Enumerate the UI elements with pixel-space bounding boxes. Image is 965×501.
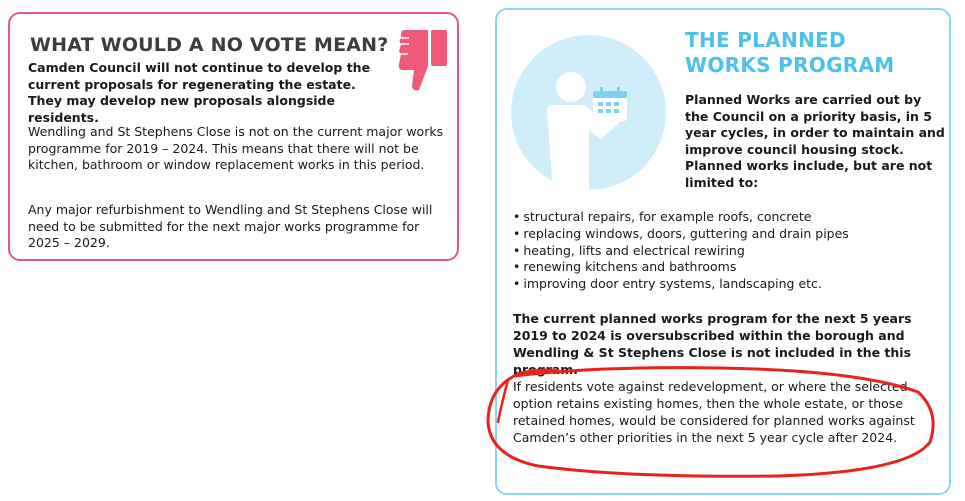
- no-vote-lead: Camden Council will not continue to develop the current proposals for regenerating the estate. They may develop new proposals alongside residents.: [28, 60, 371, 125]
- planned-works-oversubscribed-note: The current planned works program for the next 5 years 2019 to 2024 is oversubscribed within the borough and Wendling & St Stephens Close is not included in the this program.: [513, 311, 912, 377]
- list-item: • heating, lifts and electrical rewiring: [513, 243, 943, 260]
- planned-works-vote-against-note: If residents vote against redevelopment, or where the selected option retains existing homes, then the whole estate, or those retained homes, would be considered for planned works against Camden’s other priorities in the next 5 year cycle after 2024.: [513, 379, 915, 445]
- list-item: • structural repairs, for example roofs, concrete: [513, 209, 943, 226]
- planned-works-intro: Planned Works are carried out by the Council on a priority basis, in 5 year cycles, in order to maintain and improve council housing stock. Planned works include, but are not limited to:: [685, 92, 945, 190]
- person-calendar-icon: [511, 35, 666, 190]
- list-item: • replacing windows, doors, guttering and drain pipes: [513, 226, 943, 243]
- no-vote-paragraph-2: Any major refurbishment to Wendling and St Stephens Close will need to be submitted for the next major works programme for 2025 – 2029.: [28, 202, 433, 250]
- no-vote-card: [8, 12, 459, 261]
- planned-works-title: THE PLANNED WORKS PROGRAM: [685, 28, 895, 77]
- planned-works-list: [513, 209, 943, 293]
- list-item: • improving door entry systems, landscaping etc.: [513, 276, 943, 293]
- thumbs-down-icon: [395, 26, 451, 94]
- no-vote-paragraph-1: Wendling and St Stephens Close is not on the current major works programme for 2019 – 2024. This means that there will not be kitchen, bathroom or window replacement works in this period.: [28, 124, 444, 172]
- no-vote-title: WHAT WOULD A NO VOTE MEAN?: [30, 34, 389, 56]
- red-circle-annotation: [478, 362, 948, 482]
- list-item: • renewing kitchens and bathrooms: [513, 259, 943, 276]
